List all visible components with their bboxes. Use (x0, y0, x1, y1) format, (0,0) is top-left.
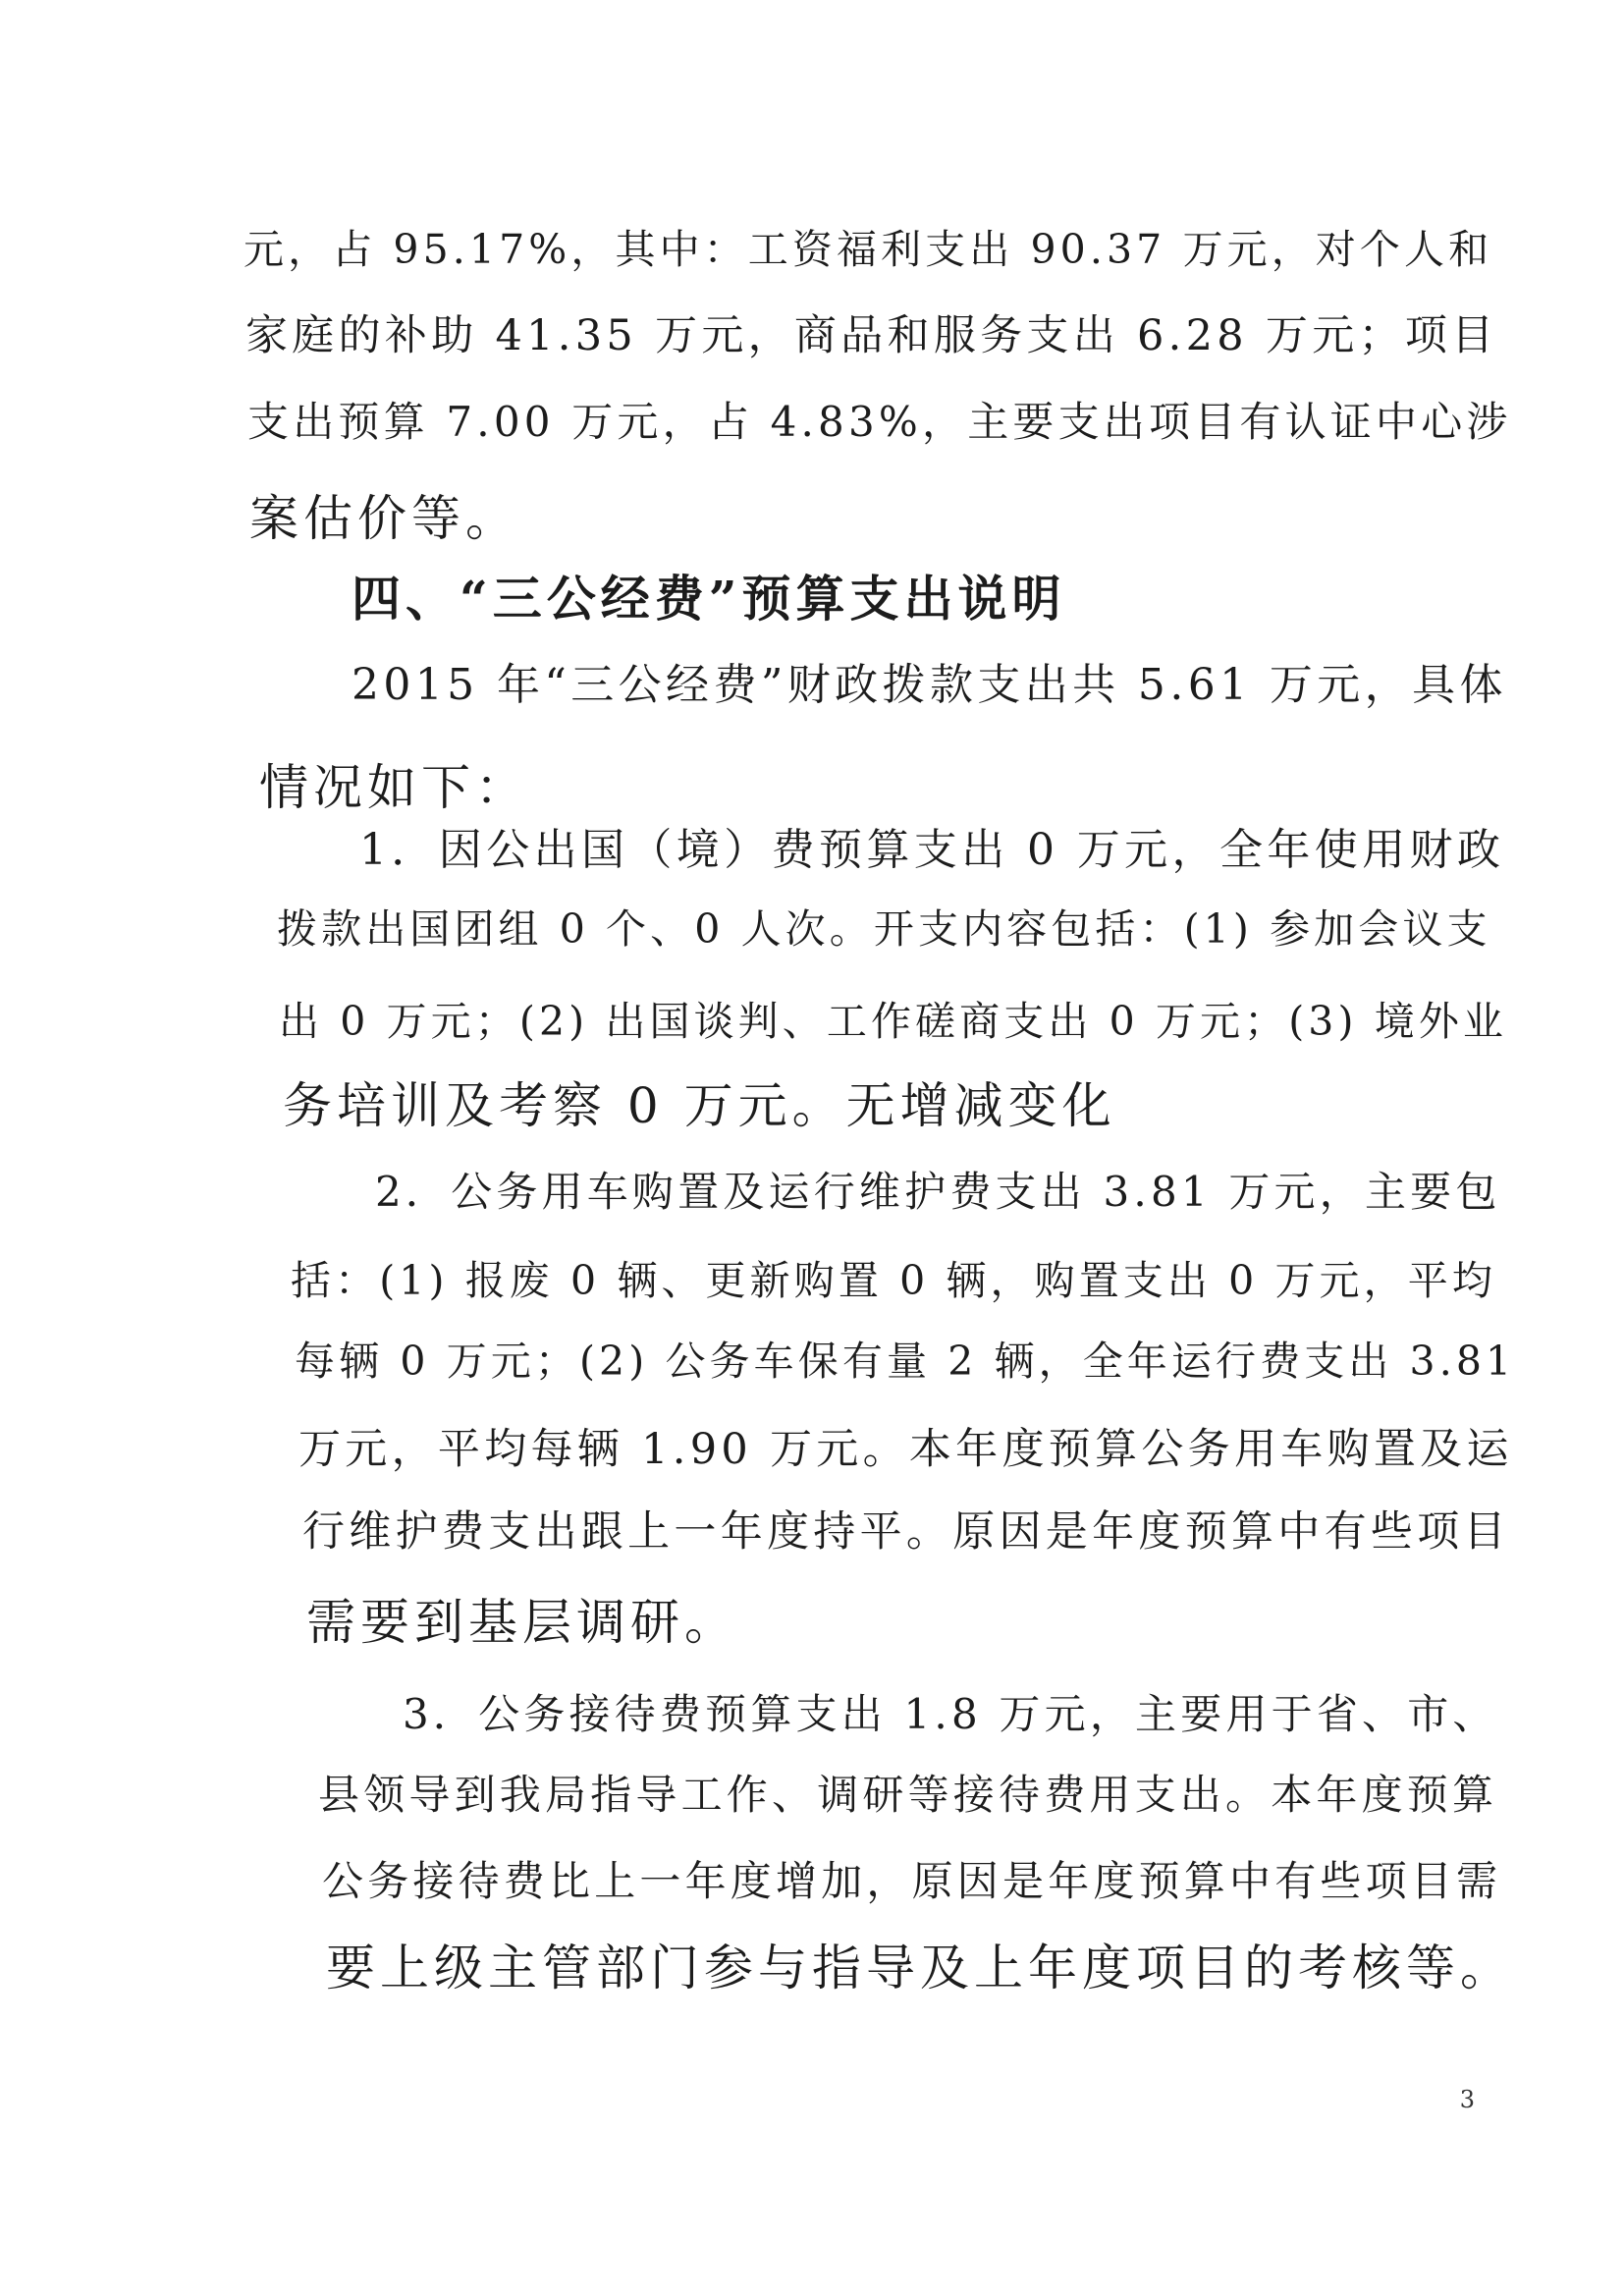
page-number: 3 (1459, 2086, 1475, 2113)
body-line: 2015 年“三公经费”财政拨款支出共 5.61 万元，具体 (352, 660, 1507, 710)
body-line: 需要到基层调研。 (306, 1594, 738, 1651)
body-line: 万元，平均每辆 1.90 万元。本年度预算公务用车购置及运 (298, 1425, 1513, 1474)
section-heading: 四、“三公经费”预算支出说明 (352, 570, 1066, 628)
body-line: 要上级主管部门参与指导及上年度项目的考核等。 (326, 1940, 1514, 1996)
body-line: 案估价等。 (249, 490, 519, 547)
body-line: 元，占 95.17%，其中：工资福利支出 90.37 万元，对个人和 (244, 226, 1493, 273)
body-line: 2．公务用车购置及运行维护费支出 3.81 万元，主要包 (375, 1168, 1501, 1216)
body-line: 县领导到我局指导工作、调研等接待费用支出。本年度预算 (318, 1771, 1498, 1819)
body-line: 行维护费支出跟上一年度持平。原因是年度预算中有些项目 (302, 1507, 1510, 1557)
body-line: 支出预算 7.00 万元，占 4.83%，主要支出项目有认证中心涉 (247, 398, 1512, 446)
body-line: 情况如下： (259, 759, 529, 816)
body-line: 务培训及考察 0 万元。无增减变化 (283, 1077, 1116, 1134)
body-line: 1．因公出国（境）费预算支出 0 万元，全年使用财政 (359, 825, 1505, 875)
body-line: 出 0 万元；(2) 出国谈判、工作磋商支出 0 万元；(3) 境外业 (279, 998, 1508, 1045)
body-line: 家庭的补助 41.35 万元，商品和服务支出 6.28 万元；项目 (245, 311, 1498, 360)
body-line: 拨款出国团组 0 个、0 人次。开支内容包括：(1) 参加会议支 (277, 905, 1491, 953)
body-line: 3．公务接待费预算支出 1.8 万元，主要用于省、市、 (403, 1690, 1498, 1738)
body-line: 公务接待费比上一年度增加，原因是年度预算中有些项目需 (322, 1857, 1502, 1905)
body-line: 括：(1) 报废 0 辆、更新购置 0 辆，购置支出 0 万元，平均 (291, 1257, 1496, 1304)
body-line: 每辆 0 万元；(2) 公务车保有量 2 辆，全年运行费支出 3.81 (295, 1338, 1516, 1385)
